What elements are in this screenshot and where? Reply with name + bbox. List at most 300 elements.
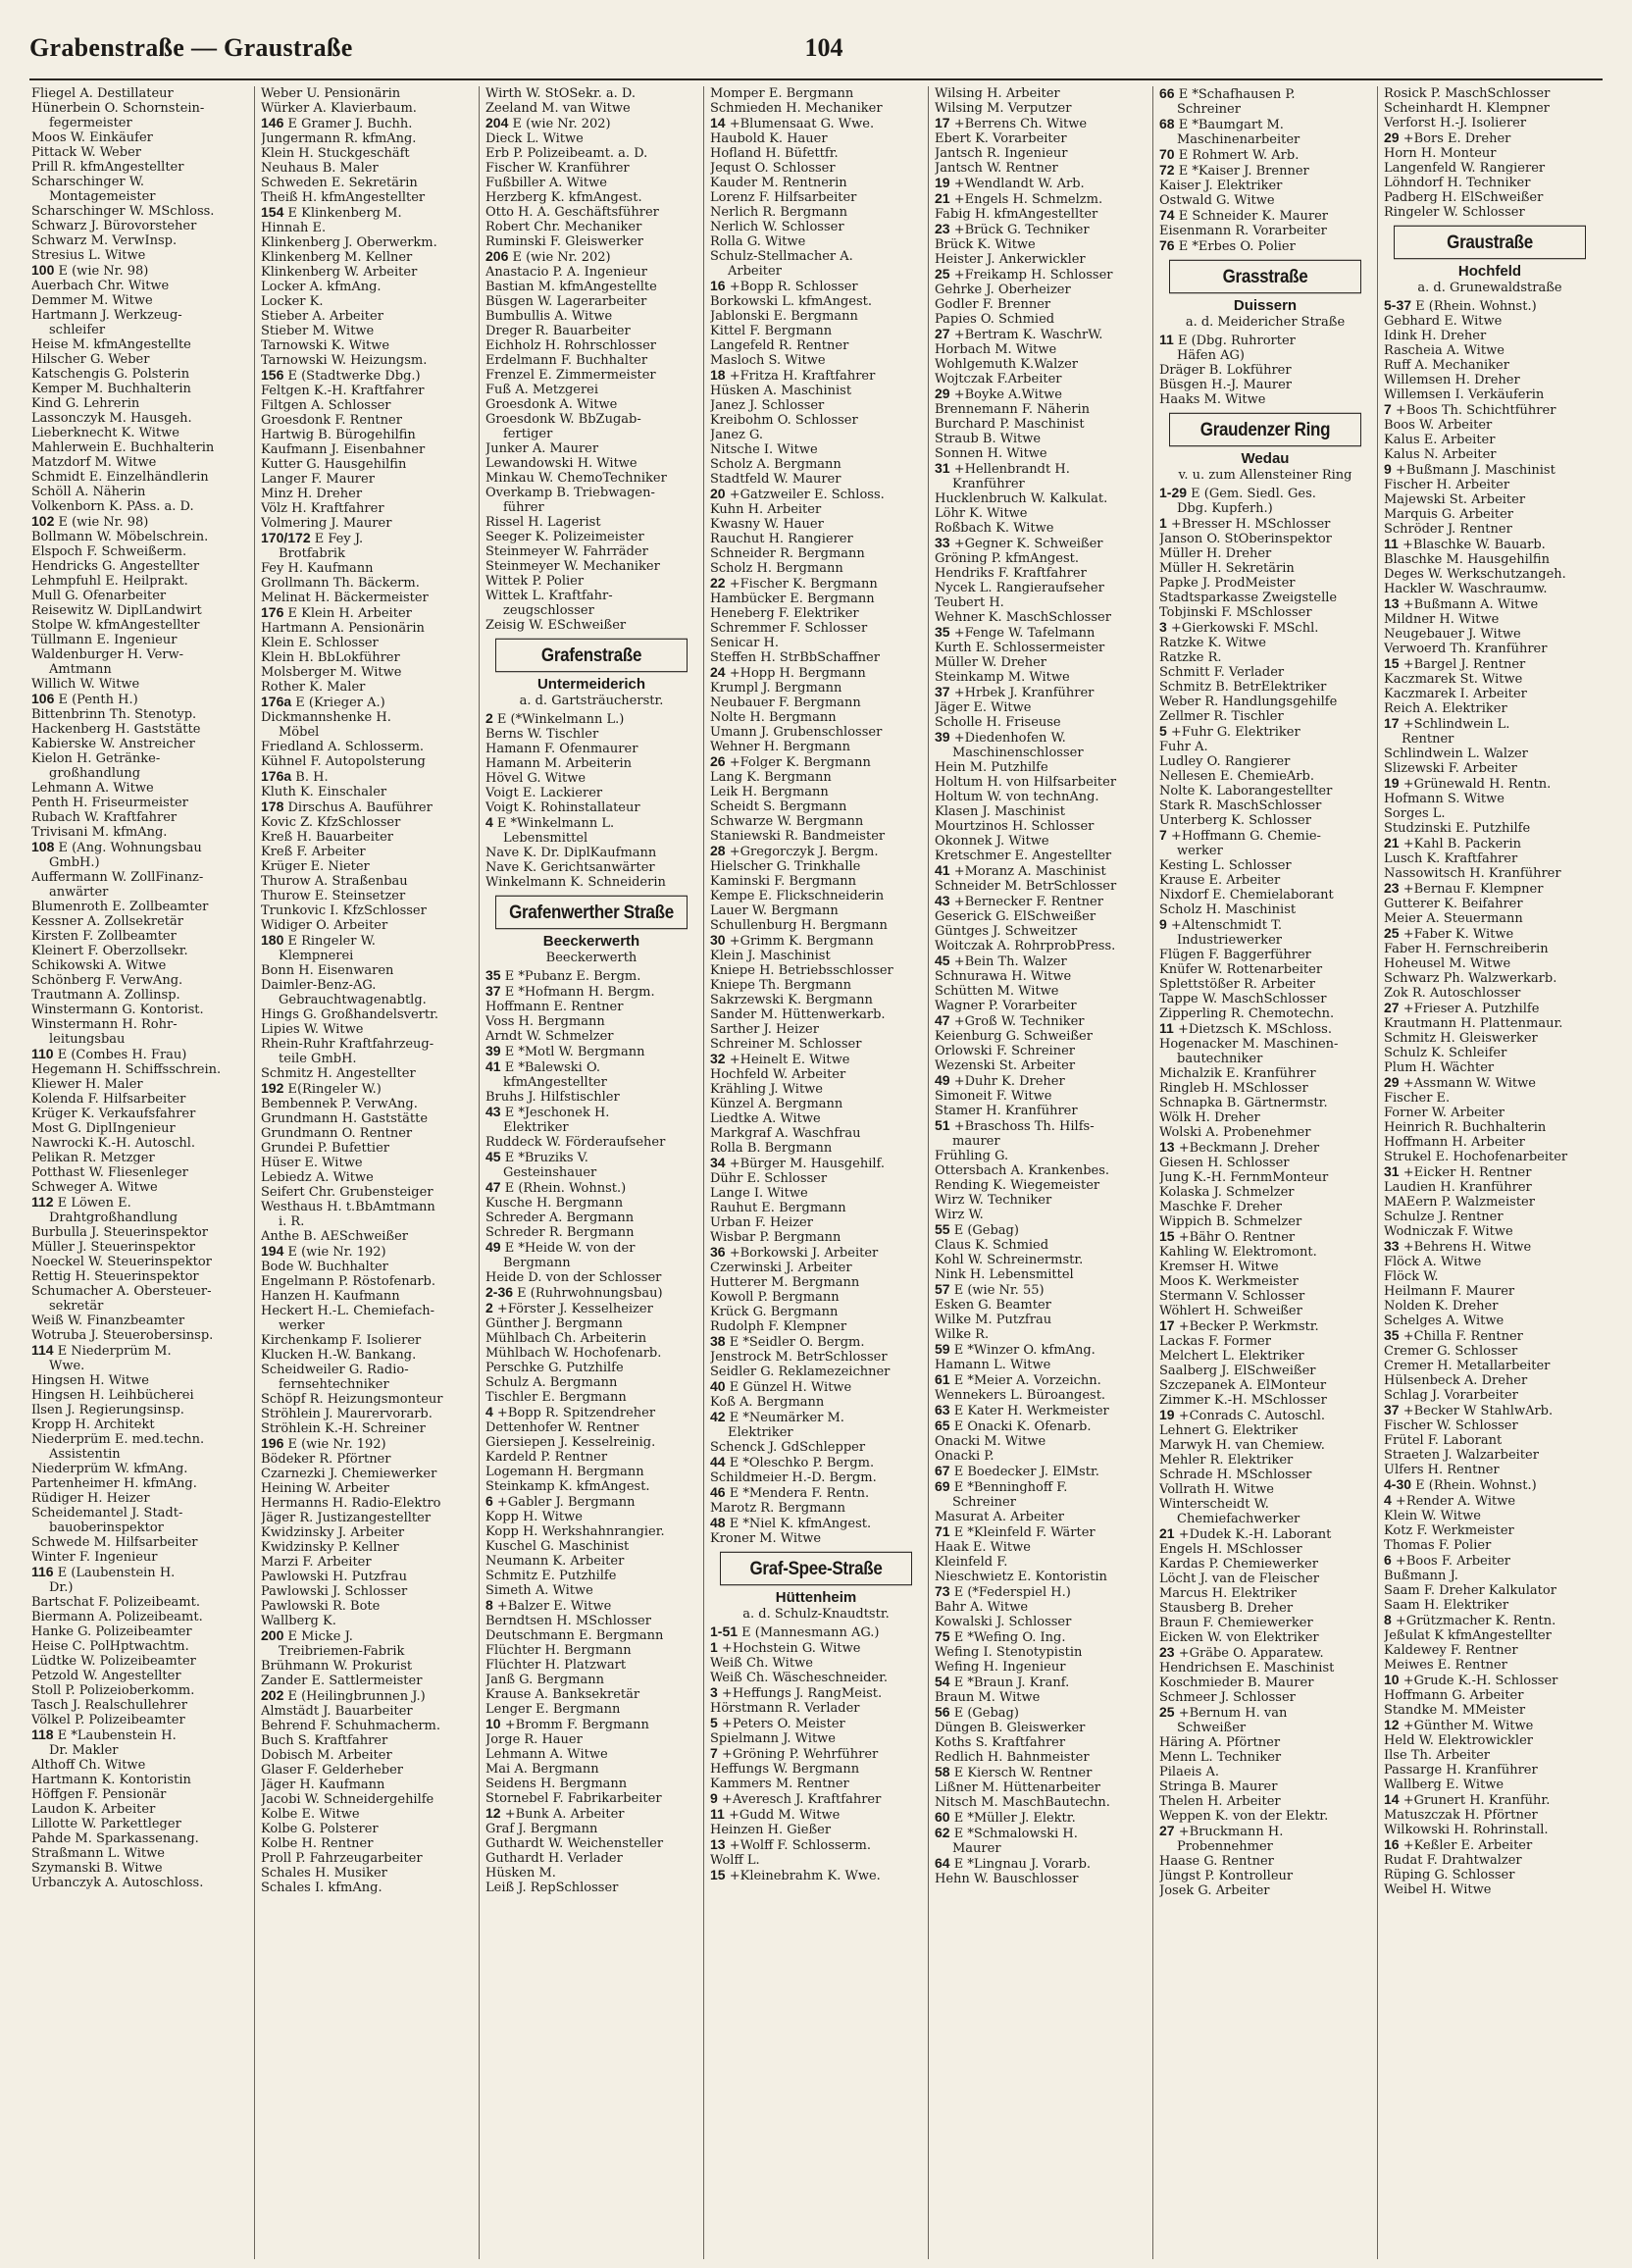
entry-text: Büsgen W. Lagerarbeiter — [485, 294, 647, 309]
entry-text: Günther J. Bergmann — [485, 1316, 623, 1331]
house-number: 8 — [1384, 1613, 1392, 1627]
entry-text: Kessner A. Zollsekretär — [31, 914, 183, 929]
entry-text: Rüping G. Schlosser — [1384, 1868, 1515, 1882]
district-heading: Beeckerwerth — [542, 933, 640, 950]
entry-text: Hegemann H. Schiffsschrein. — [31, 1062, 222, 1077]
entry-continuation — [31, 323, 248, 337]
resident-entry — [1384, 1569, 1596, 1583]
entry-text: Jequst O. Schlosser — [710, 161, 836, 176]
resident-entry — [485, 984, 697, 1000]
resident-entry — [935, 670, 1147, 685]
resident-entry — [935, 461, 1147, 477]
resident-entry — [1384, 851, 1596, 866]
resident-entry — [1159, 650, 1371, 665]
entry-text: Weiß Ch. Wäscheschneider. — [710, 1671, 889, 1685]
entry-text: Hüser E. Witwe — [261, 1156, 363, 1170]
entry-text: E (Penth H.) — [54, 693, 138, 707]
entry-text: Rascheia A. Witwe — [1384, 343, 1504, 358]
entry-text: E (Gebag) — [949, 1223, 1019, 1238]
resident-entry — [1384, 1239, 1596, 1255]
entry-text: Schmitz H. Gleiswerker — [1384, 1031, 1538, 1046]
house-number: 146 — [261, 116, 284, 130]
resident-entry — [1159, 977, 1371, 992]
house-number: 27 — [935, 327, 950, 341]
entry-text: Schreder R. Bergmann — [485, 1225, 635, 1240]
entry-text: Wittek P. Polier — [485, 574, 585, 589]
resident-entry — [935, 1540, 1147, 1555]
resident-entry — [261, 146, 473, 161]
entry-text: Seifert Chr. Grubensteiger — [261, 1185, 434, 1200]
resident-entry — [935, 131, 1147, 146]
entry-text: +Grunert H. Kranführ. — [1399, 1793, 1551, 1808]
resident-entry — [1159, 147, 1371, 163]
entry-text: Schreiner M. Schlosser — [710, 1037, 862, 1052]
entry-text: Schelges A. Witwe — [1384, 1314, 1504, 1328]
house-number: 48 — [710, 1516, 726, 1530]
resident-entry — [710, 1837, 922, 1853]
resident-entry — [710, 1823, 922, 1837]
resident-entry — [935, 566, 1147, 581]
entry-text: Kesting L. Schlosser — [1159, 858, 1292, 873]
resident-entry — [1384, 701, 1596, 716]
entry-text: Häring A. Pförtner — [1159, 1735, 1281, 1750]
entry-text: Wodniczak F. Witwe — [1384, 1224, 1513, 1239]
entry-text: Hamann F. Ofenmaurer — [485, 742, 638, 756]
resident-entry — [31, 1506, 248, 1521]
entry-text: +Bein Th. Walzer — [949, 954, 1067, 969]
resident-entry — [31, 1610, 248, 1624]
resident-entry — [261, 1363, 473, 1377]
resident-entry — [485, 116, 697, 131]
resident-entry — [1159, 1586, 1371, 1601]
resident-entry — [31, 411, 248, 426]
resident-entry — [31, 751, 248, 766]
resident-entry — [31, 1727, 248, 1743]
page-header — [29, 29, 1603, 75]
house-number: 69 — [935, 1479, 950, 1494]
resident-entry — [710, 161, 922, 176]
entry-text: Jeßulat K kfmAngestellter — [1384, 1628, 1552, 1643]
resident-entry — [261, 1763, 473, 1778]
resident-entry — [1384, 1091, 1596, 1106]
entry-text: Schwarze W. Bergmann — [710, 814, 864, 829]
resident-entry — [710, 131, 922, 146]
resident-entry — [31, 633, 248, 647]
entry-text: Zeeland M. van Witwe — [485, 101, 631, 116]
entry-text: Haase G. Rentner — [1159, 1854, 1274, 1869]
house-number: 202 — [261, 1688, 284, 1703]
resident-entry — [1159, 680, 1371, 695]
entry-text: +Bargel J. Rentner — [1399, 657, 1526, 672]
resident-entry — [261, 1719, 473, 1733]
resident-entry — [261, 1748, 473, 1763]
resident-entry — [261, 413, 473, 428]
resident-entry — [485, 1000, 697, 1014]
resident-entry — [935, 1479, 1147, 1495]
entry-text: Schremmer F. Schlosser — [710, 621, 868, 636]
entry-text: Ringeler W. Schlosser — [1384, 205, 1525, 220]
entry-text: Eisenmann R. Vorarbeiter — [1159, 224, 1327, 238]
resident-entry — [1159, 591, 1371, 605]
entry-text: Wagner P. Vorarbeiter — [935, 999, 1077, 1013]
entry-text: +Gräbe O. Apparatew. — [1174, 1646, 1324, 1661]
resident-entry — [1159, 193, 1371, 208]
entry-text: Moos W. Einkäufer — [31, 130, 153, 145]
resident-entry — [710, 1141, 922, 1156]
resident-entry — [31, 1269, 248, 1284]
entry-text: Rudolph F. Klempner — [710, 1319, 847, 1334]
resident-entry — [261, 1836, 473, 1851]
entry-text: Bahr A. Witwe — [935, 1600, 1029, 1615]
entry-text: +Boos F. Arbeiter — [1391, 1554, 1510, 1569]
entry-text: Stringa B. Maurer — [1159, 1779, 1278, 1794]
entry-text: Stieber A. Arbeiter — [261, 309, 383, 324]
entry-text: Theiß H. kfmAngestellter — [261, 190, 426, 205]
resident-entry — [261, 309, 473, 324]
resident-entry — [1159, 1883, 1371, 1898]
resident-entry — [1159, 1006, 1371, 1021]
resident-entry — [1384, 1388, 1596, 1403]
entry-text: E *Heide W. von der — [500, 1241, 636, 1256]
entry-text: Marwyk H. van Chemiew. — [1159, 1438, 1325, 1453]
resident-entry — [935, 1555, 1147, 1570]
entry-text: Dickmannshenke H. — [261, 710, 391, 725]
entry-text: Kovic Z. KfzSchlosser — [261, 815, 401, 830]
resident-entry — [485, 1822, 697, 1836]
resident-entry — [31, 1284, 248, 1299]
house-number: 20 — [710, 487, 726, 501]
entry-text: Kaminski F. Bergmann — [710, 874, 857, 889]
entry-text: Stornebel F. Fabrikarbeiter — [485, 1791, 662, 1806]
resident-entry — [1159, 1765, 1371, 1779]
resident-entry — [261, 1452, 473, 1467]
house-number: 14 — [710, 116, 726, 130]
house-number: 56 — [935, 1705, 950, 1720]
street-heading: Grafenwerther Straße — [495, 896, 688, 930]
entry-text: Schneider M. BetrSchlosser — [935, 879, 1117, 894]
house-number: 33 — [1384, 1239, 1400, 1254]
resident-entry — [485, 471, 697, 486]
resident-entry — [1384, 1135, 1596, 1150]
entry-text: Kittel F. Bergmann — [710, 324, 833, 338]
resident-entry — [261, 384, 473, 398]
resident-entry — [31, 263, 248, 279]
entry-text: Klucken H.-W. Bankang. — [261, 1348, 417, 1363]
resident-entry — [1159, 1260, 1371, 1274]
entry-text: Kurth E. Schlossermeister — [935, 641, 1105, 655]
entry-text: E *Mendera F. Rentn. — [725, 1486, 870, 1501]
resident-entry — [485, 589, 697, 603]
entry-text: Orlowski F. Schreiner — [935, 1044, 1075, 1058]
entry-text: Lüdtke W. Polizeibeamter — [31, 1654, 196, 1669]
entry-text: Verwoerd Th. Kranführer — [1384, 642, 1548, 656]
house-number: 29 — [935, 387, 950, 401]
entry-text: Lang K. Bergmann — [710, 770, 832, 785]
entry-text: +Beckmann J. Dreher — [1174, 1141, 1320, 1156]
entry-text: Wilsing M. Verputzer — [935, 101, 1072, 116]
resident-entry — [710, 353, 922, 368]
entry-text: Wölk H. Dreher — [1159, 1110, 1260, 1125]
entry-text: Papke J. ProdMeister — [1159, 576, 1296, 591]
resident-entry — [485, 220, 697, 234]
resident-entry — [935, 1735, 1147, 1750]
resident-entry — [935, 1073, 1147, 1089]
resident-entry — [710, 621, 922, 636]
resident-entry — [935, 1856, 1147, 1872]
house-number: 4 — [485, 1405, 493, 1419]
entry-text: Schmitz E. Putzhilfe — [485, 1569, 617, 1583]
entry-text: Fuhr A. — [1159, 740, 1208, 754]
entry-text: Fischer H. Arbeiter — [1384, 478, 1510, 492]
entry-text: Stamer H. Kranführer — [935, 1104, 1078, 1118]
entry-text: Amtmann — [49, 662, 112, 677]
entry-text: Liedtke A. Witwe — [710, 1111, 821, 1126]
resident-entry — [261, 1392, 473, 1407]
entry-text: E *Winkelmann L. — [492, 816, 615, 831]
house-number: 16 — [710, 279, 726, 293]
resident-entry — [485, 1494, 697, 1510]
entry-text: E (Krieger A.) — [291, 696, 385, 710]
entry-continuation — [935, 477, 1147, 491]
resident-entry — [261, 859, 473, 874]
resident-entry — [710, 1171, 922, 1186]
resident-entry — [1159, 620, 1371, 636]
resident-entry — [485, 1747, 697, 1762]
resident-entry — [935, 1282, 1147, 1298]
resident-entry — [710, 190, 922, 205]
entry-text: Cremer H. Metallarbeiter — [1384, 1359, 1551, 1373]
entry-text: Bödeker R. Pförtner — [261, 1452, 391, 1467]
resident-entry — [1384, 1868, 1596, 1882]
house-number: 19 — [1159, 1408, 1175, 1422]
entry-text: Ruff A. Mechaniker — [1384, 358, 1509, 373]
resident-entry — [935, 1570, 1147, 1584]
resident-entry — [710, 116, 922, 131]
resident-entry — [935, 1826, 1147, 1841]
resident-entry — [710, 1656, 922, 1671]
resident-entry — [485, 786, 697, 800]
house-number: 58 — [935, 1765, 950, 1779]
resident-entry — [485, 309, 697, 324]
entry-continuation — [710, 1425, 922, 1440]
entry-text: Niederprüm W. kfmAng. — [31, 1462, 188, 1476]
resident-entry — [31, 796, 248, 810]
resident-entry — [710, 949, 922, 963]
entry-text: Tischler E. Bergmann — [485, 1390, 627, 1405]
house-number: 37 — [485, 984, 501, 999]
resident-entry — [1384, 1673, 1596, 1688]
entry-text: fertiger — [503, 427, 553, 441]
resident-entry — [935, 116, 1147, 131]
resident-entry — [31, 1713, 248, 1727]
entry-text: Urbanczyk A. Autoschloss. — [31, 1876, 204, 1890]
entry-text: Bonn H. Eisenwaren — [261, 963, 394, 978]
entry-text: Kohl W. Schreinermstr. — [935, 1253, 1084, 1267]
resident-entry — [710, 978, 922, 993]
entry-text: Gebhard E. Witwe — [1384, 314, 1503, 329]
district-heading: Wedau — [1241, 450, 1290, 467]
resident-entry — [261, 889, 473, 903]
entry-text: Dräger B. Lokführer — [1159, 363, 1292, 378]
resident-entry — [1384, 176, 1596, 190]
entry-text: Momper E. Bergmann — [710, 86, 854, 101]
resident-entry — [935, 1510, 1147, 1524]
entry-text: Stermann V. Schlosser — [1159, 1289, 1305, 1304]
entry-text: +Hochstein G. Witwe — [717, 1641, 861, 1656]
resident-entry — [1384, 478, 1596, 492]
entry-text: Kremser H. Witwe — [1159, 1260, 1279, 1274]
house-number: 19 — [1384, 776, 1400, 791]
entry-text: +Heffungs J. RangMeist. — [717, 1686, 883, 1701]
resident-entry — [31, 130, 248, 145]
entry-text: Bruhs J. Hilfstischler — [485, 1090, 620, 1105]
entry-text: Bartschat F. Polizeibeamt. — [31, 1595, 200, 1610]
entry-text: Voss H. Bergmann — [485, 1014, 605, 1029]
house-number: 54 — [935, 1675, 950, 1689]
resident-entry — [1384, 806, 1596, 821]
entry-text: Elektriker — [503, 1120, 569, 1135]
entry-text: Hüsken A. Maschinist — [710, 384, 852, 398]
resident-entry — [31, 618, 248, 633]
entry-text: Schwede M. Hilfsarbeiter — [31, 1535, 198, 1550]
resident-entry — [31, 293, 248, 308]
resident-entry — [261, 769, 473, 785]
entry-continuation — [31, 1211, 248, 1225]
entry-text: Schlag J. Vorarbeiter — [1384, 1388, 1518, 1403]
resident-entry — [935, 1721, 1147, 1735]
entry-text: Steinmeyer W. Mechaniker — [485, 559, 660, 574]
resident-entry — [1159, 1214, 1371, 1229]
entry-text: E (Ang. Wohnungsbau — [54, 841, 202, 855]
entry-text: Giesen H. Schlosser — [1159, 1156, 1290, 1170]
resident-entry — [710, 309, 922, 324]
entry-text: +Hrbek J. Kranführer — [949, 686, 1095, 700]
resident-entry — [710, 1410, 922, 1425]
entry-text: Industriewerker — [1177, 933, 1282, 948]
entry-text: Ringleb H. MSchlosser — [1159, 1081, 1308, 1096]
entry-continuation — [261, 1214, 473, 1229]
entry-text: Kolbe E. Witwe — [261, 1807, 360, 1822]
entry-text: Dirschus A. Bauführer — [283, 800, 433, 815]
entry-text: Heinzen H. Gießer — [710, 1823, 832, 1837]
entry-text: Nolden K. Dreher — [1384, 1299, 1499, 1314]
entry-text: +Förster J. Kesselheizer — [492, 1302, 653, 1316]
entry-text: Mai A. Bergmann — [485, 1762, 599, 1777]
resident-entry — [710, 1671, 922, 1685]
resident-entry — [710, 963, 922, 978]
resident-entry — [1384, 1733, 1596, 1748]
resident-entry — [1384, 1792, 1596, 1808]
resident-entry — [261, 176, 473, 190]
entry-text: Proll P. Fahrzeugarbeiter — [261, 1851, 423, 1866]
entry-text: sekretär — [49, 1299, 104, 1314]
resident-entry — [1384, 1359, 1596, 1373]
resident-entry — [31, 308, 248, 323]
resident-entry — [31, 810, 248, 825]
resident-entry — [1159, 605, 1371, 620]
entry-text: Stausberg B. Dreher — [1159, 1601, 1294, 1616]
resident-entry — [485, 1717, 697, 1732]
entry-text: Fischer E. — [1384, 1091, 1451, 1106]
house-number: 70 — [1159, 147, 1175, 162]
entry-text: Koths S. Kraftfahrer — [935, 1735, 1066, 1750]
entry-text: Ratzke R. — [1159, 650, 1222, 665]
entry-text: E (wie Nr. 192) — [283, 1437, 386, 1452]
entry-text: Rolla G. Witwe — [710, 234, 806, 249]
house-number: 18 — [710, 368, 726, 383]
resident-entry — [710, 428, 922, 442]
entry-text: Partenheimer H. kfmAng. — [31, 1476, 197, 1491]
entry-text: +Bürger M. Hausgehilf. — [725, 1157, 885, 1171]
entry-text: +Diedenhofen W. — [949, 731, 1066, 746]
resident-entry — [485, 800, 697, 815]
entry-text: Pilaeis A. — [1159, 1765, 1219, 1779]
resident-entry — [31, 1698, 248, 1713]
entry-text: +Bußmann A. Witwe — [1399, 597, 1539, 612]
resident-entry — [1159, 1453, 1371, 1468]
resident-entry — [31, 1136, 248, 1151]
entry-text: Horbach M. Witwe — [935, 342, 1057, 357]
entry-text: Flügen F. Baggerführer — [1159, 948, 1311, 962]
resident-entry — [935, 804, 1147, 819]
resident-entry — [261, 1540, 473, 1555]
resident-entry — [485, 771, 697, 786]
entry-text: Studzinski E. Putzhilfe — [1384, 821, 1531, 836]
entry-continuation — [485, 1120, 697, 1135]
entry-continuation — [1159, 1721, 1371, 1735]
resident-entry — [710, 1111, 922, 1126]
entry-text: Kalus E. Arbeiter — [1384, 433, 1496, 447]
resident-entry — [710, 413, 922, 428]
house-number: 38 — [710, 1334, 726, 1349]
entry-text: Krause E. Arbeiter — [1159, 873, 1281, 888]
resident-entry — [31, 204, 248, 219]
entry-text: E *Kleinfeld F. Wärter — [949, 1525, 1096, 1540]
resident-entry — [710, 606, 922, 621]
entry-text: Scharschinger W. — [31, 175, 144, 189]
resident-entry — [1159, 1572, 1371, 1586]
entry-text: Nitsche I. Witwe — [710, 442, 818, 457]
resident-entry — [31, 86, 248, 101]
resident-entry — [485, 515, 697, 530]
entry-text: E *Jeschonek H. — [500, 1106, 610, 1120]
resident-entry — [710, 1350, 922, 1365]
resident-entry — [710, 1097, 922, 1111]
resident-entry — [485, 353, 697, 368]
house-number: 102 — [31, 514, 55, 529]
entry-text: Hoffmann E. Rentner — [485, 1000, 624, 1014]
entry-text: Kuhn H. Arbeiter — [710, 502, 822, 517]
resident-entry — [261, 250, 473, 265]
entry-text: Hinnah E. — [261, 221, 327, 235]
resident-entry — [261, 874, 473, 889]
entry-text: E (*Winkelmann L.) — [492, 712, 625, 727]
entry-text: Bode W. Buchhalter — [261, 1260, 388, 1274]
entry-text: Saam F. Dreher Kalkulator — [1384, 1583, 1556, 1598]
resident-entry — [1159, 1675, 1371, 1690]
entry-text: E *Kaiser J. Brenner — [1174, 164, 1309, 179]
resident-entry — [710, 1215, 922, 1230]
resident-entry — [710, 665, 922, 681]
resident-entry — [261, 190, 473, 205]
entry-text: Kroner M. Witwe — [710, 1531, 822, 1546]
resident-entry — [935, 700, 1147, 715]
house-number: 55 — [935, 1222, 950, 1237]
entry-text: Scheinhardt H. Klempner — [1384, 101, 1550, 116]
house-number: 204 — [485, 116, 509, 130]
entry-text: Claus K. Schmied — [935, 1238, 1049, 1253]
resident-entry — [261, 754, 473, 769]
